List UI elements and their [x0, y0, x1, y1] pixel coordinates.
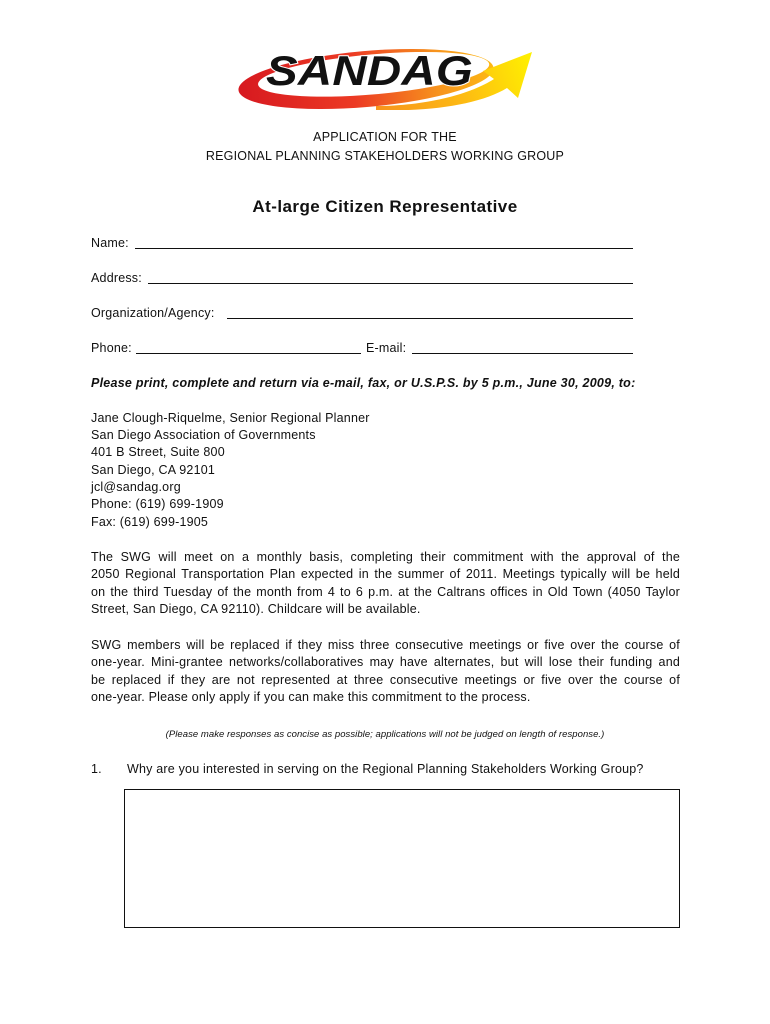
contact-name-line: Jane Clough-Riquelme, Senior Regional Planner	[91, 410, 370, 425]
paragraph-line: SWG members will be replaced if they miss three consecutive meetings or five over the course of	[91, 637, 680, 652]
email-field[interactable]	[412, 341, 633, 354]
form-heading-line-2: REGIONAL PLANNING STAKEHOLDERS WORKING GROUP	[205, 149, 565, 163]
address-label: Address:	[91, 271, 142, 285]
return-instructions: Please print, complete and return via e-mail, fax, or U.S.P.S. by 5 p.m., June 30, 2009, to:	[91, 376, 636, 390]
paragraph-line: on the third Tuesday of the month from 4 to 6 p.m. at the Caltrans offices in Old Town (4050 Taylor	[91, 584, 680, 599]
organization-field[interactable]	[227, 306, 633, 319]
name-field[interactable]	[135, 236, 633, 249]
attendance-policy-paragraph	[91, 637, 680, 707]
paragraph-line: be replaced if they are not represented at three consecutive meetings or five over the course of	[91, 672, 680, 687]
contact-email-line: jcl@sandag.org	[91, 479, 181, 494]
contact-fax-line: Fax: (619) 699-1905	[91, 514, 209, 529]
form-heading-line-1: APPLICATION FOR THE	[313, 130, 457, 144]
form-title: At-large Citizen Representative	[252, 197, 518, 216]
paragraph-line: one-year. Mini-grantee networks/collaboratives may have alternates, but will lose their funding and	[91, 655, 680, 669]
sandag-logo	[236, 46, 534, 110]
question-1-number: 1.	[91, 762, 102, 776]
sandag-logo-graphic	[236, 46, 534, 110]
address-field[interactable]	[148, 271, 633, 284]
contact-organization-line: San Diego Association of Governments	[91, 427, 316, 442]
paragraph-line: Street, San Diego, CA 92110). Childcare will be available.	[91, 602, 421, 616]
question-1-text: Why are you interested in serving on the Regional Planning Stakeholders Working Group?	[127, 762, 644, 776]
meeting-schedule-paragraph	[91, 549, 680, 619]
name-label: Name:	[91, 236, 129, 250]
phone-field[interactable]	[136, 341, 361, 354]
paragraph-line: The SWG will meet on a monthly basis, completing their commitment with the approval of the	[91, 549, 680, 564]
response-guidance-note: (Please make responses as concise as possible; applications will not be judged on length of response.)	[165, 729, 605, 740]
paragraph-line: 2050 Regional Transportation Plan expected in the summer of 2011. Meetings typically will be held	[91, 567, 680, 581]
logo-wordmark: SANDAG	[266, 47, 473, 94]
contact-street-line: 401 B Street, Suite 800	[91, 445, 225, 460]
contact-block	[91, 410, 370, 531]
contact-city-line: San Diego, CA 92101	[91, 462, 216, 477]
contact-phone-line: Phone: (619) 699-1909	[91, 497, 224, 512]
paragraph-line: one-year. Please only apply if you can make this commitment to the process.	[91, 690, 531, 704]
question-1-response-box[interactable]	[124, 789, 680, 928]
phone-label: Phone:	[91, 341, 132, 355]
organization-label: Organization/Agency:	[91, 306, 215, 320]
email-label: E-mail:	[366, 341, 407, 355]
